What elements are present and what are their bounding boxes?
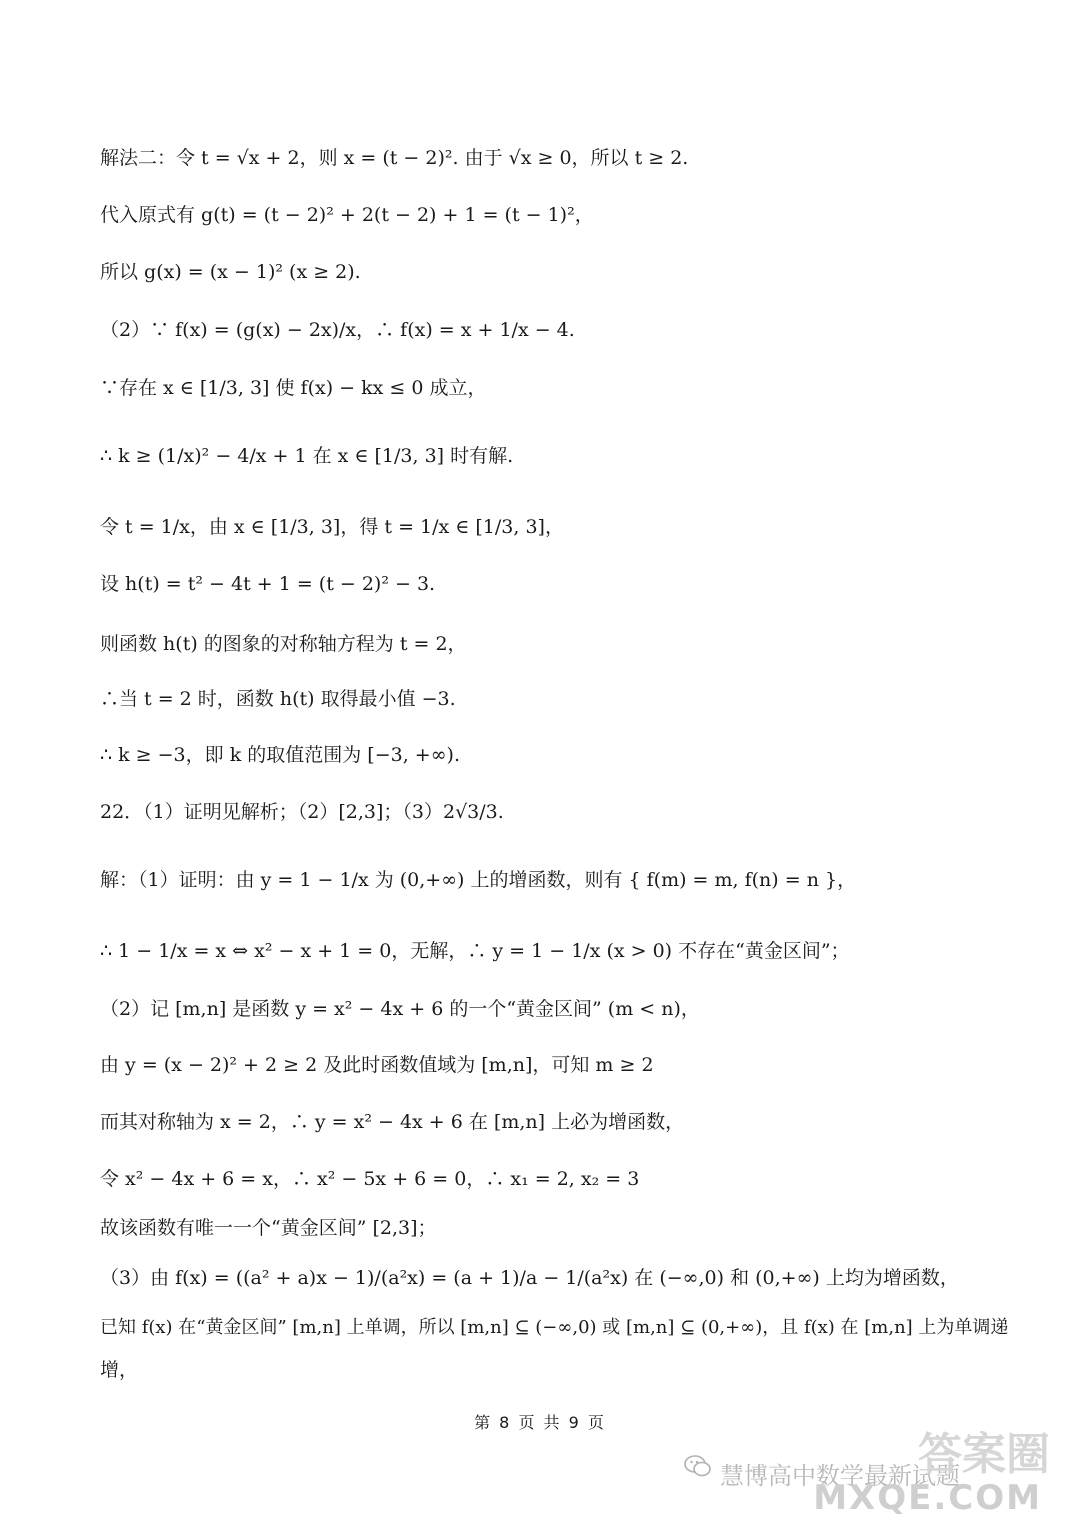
text-line-15: （2）记 [m,n] 是函数 y = x² − 4x + 6 的一个“黄金区间” (m < n)，	[100, 998, 700, 1020]
text-line-11: ∴ k ≥ −3，即 k 的取值范围为 [−3, +∞).	[100, 744, 460, 766]
wechat-icon	[684, 1454, 712, 1478]
text-line-19: 故该函数有唯一一个“黄金区间” [2,3]；	[100, 1217, 437, 1239]
page-footer: 第 8 页 共 9 页	[474, 1413, 606, 1432]
text-line-21: 已知 f(x) 在“黄金区间” [m,n] 上单调，所以 [m,n] ⊆ (−∞,0) 或 [m,n] ⊆ (0,+∞)，且 f(x) 在 [m,n] 上为单调递	[100, 1317, 1009, 1338]
text-line-20: （3）由 f(x) = ((a² + a)x − 1)/(a²x) = (a + 1)/a − 1/(a²x) 在 (−∞,0) 和 (0,+∞) 上均为增函数，	[100, 1267, 959, 1289]
text-line-5: ∵存在 x ∈ [1/3, 3] 使 f(x) − kx ≤ 0 成立，	[100, 377, 487, 399]
watermark-account: 慧博高中数学最新试题	[720, 1462, 960, 1490]
text-line-18: 令 x² − 4x + 6 = x，∴ x² − 5x + 6 = 0，∴ x₁ = 2, x₂ = 3	[100, 1168, 640, 1190]
text-line-2: 代入原式有 g(t) = (t − 2)² + 2(t − 2) + 1 = (t − 1)²，	[100, 204, 594, 226]
watermark-site: MXQE.COM	[813, 1478, 1042, 1518]
text-line-9: 则函数 h(t) 的图象的对称轴方程为 t = 2，	[100, 633, 467, 655]
text-line-1: 解法二：令 t = √x + 2，则 x = (t − 2)². 由于 √x ≥ 0，所以 t ≥ 2.	[100, 147, 689, 169]
text-line-16: 由 y = (x − 2)² + 2 ≥ 2 及此时函数值域为 [m,n]，可知 m ≥ 2	[100, 1054, 654, 1076]
text-line-22: 增，	[100, 1359, 139, 1381]
watermark-logo: 答案圈	[918, 1429, 1050, 1480]
text-line-8: 设 h(t) = t² − 4t + 1 = (t − 2)² − 3.	[100, 573, 436, 595]
text-line-4: （2）∵ f(x) = (g(x) − 2x)/x，∴ f(x) = x + 1/x − 4.	[100, 319, 575, 341]
text-line-17: 而其对称轴为 x = 2，∴ y = x² − 4x + 6 在 [m,n] 上必为增函数，	[100, 1111, 685, 1133]
text-line-3: 所以 g(x) = (x − 1)² (x ≥ 2).	[100, 261, 361, 283]
text-line-10: ∴当 t = 2 时，函数 h(t) 取得最小值 −3.	[100, 688, 456, 710]
text-line-7: 令 t = 1/x，由 x ∈ [1/3, 3]，得 t = 1/x ∈ [1/3, 3]，	[100, 516, 564, 538]
text-line-14: ∴ 1 − 1/x = x ⇔ x² − x + 1 = 0，无解，∴ y = 1 − 1/x (x > 0) 不存在“黄金区间”；	[100, 940, 850, 962]
text-line-13: 解：（1）证明：由 y = 1 − 1/x 为 (0,+∞) 上的增函数，则有 { f(m) = m, f(n) = n }，	[100, 869, 857, 891]
text-line-6: ∴ k ≥ (1/x)² − 4/x + 1 在 x ∈ [1/3, 3] 时有解.	[100, 445, 514, 467]
text-line-12: 22．（1）证明见解析；（2）[2,3]；（3）2√3/3.	[100, 801, 504, 823]
watermark	[720, 1418, 1050, 1518]
